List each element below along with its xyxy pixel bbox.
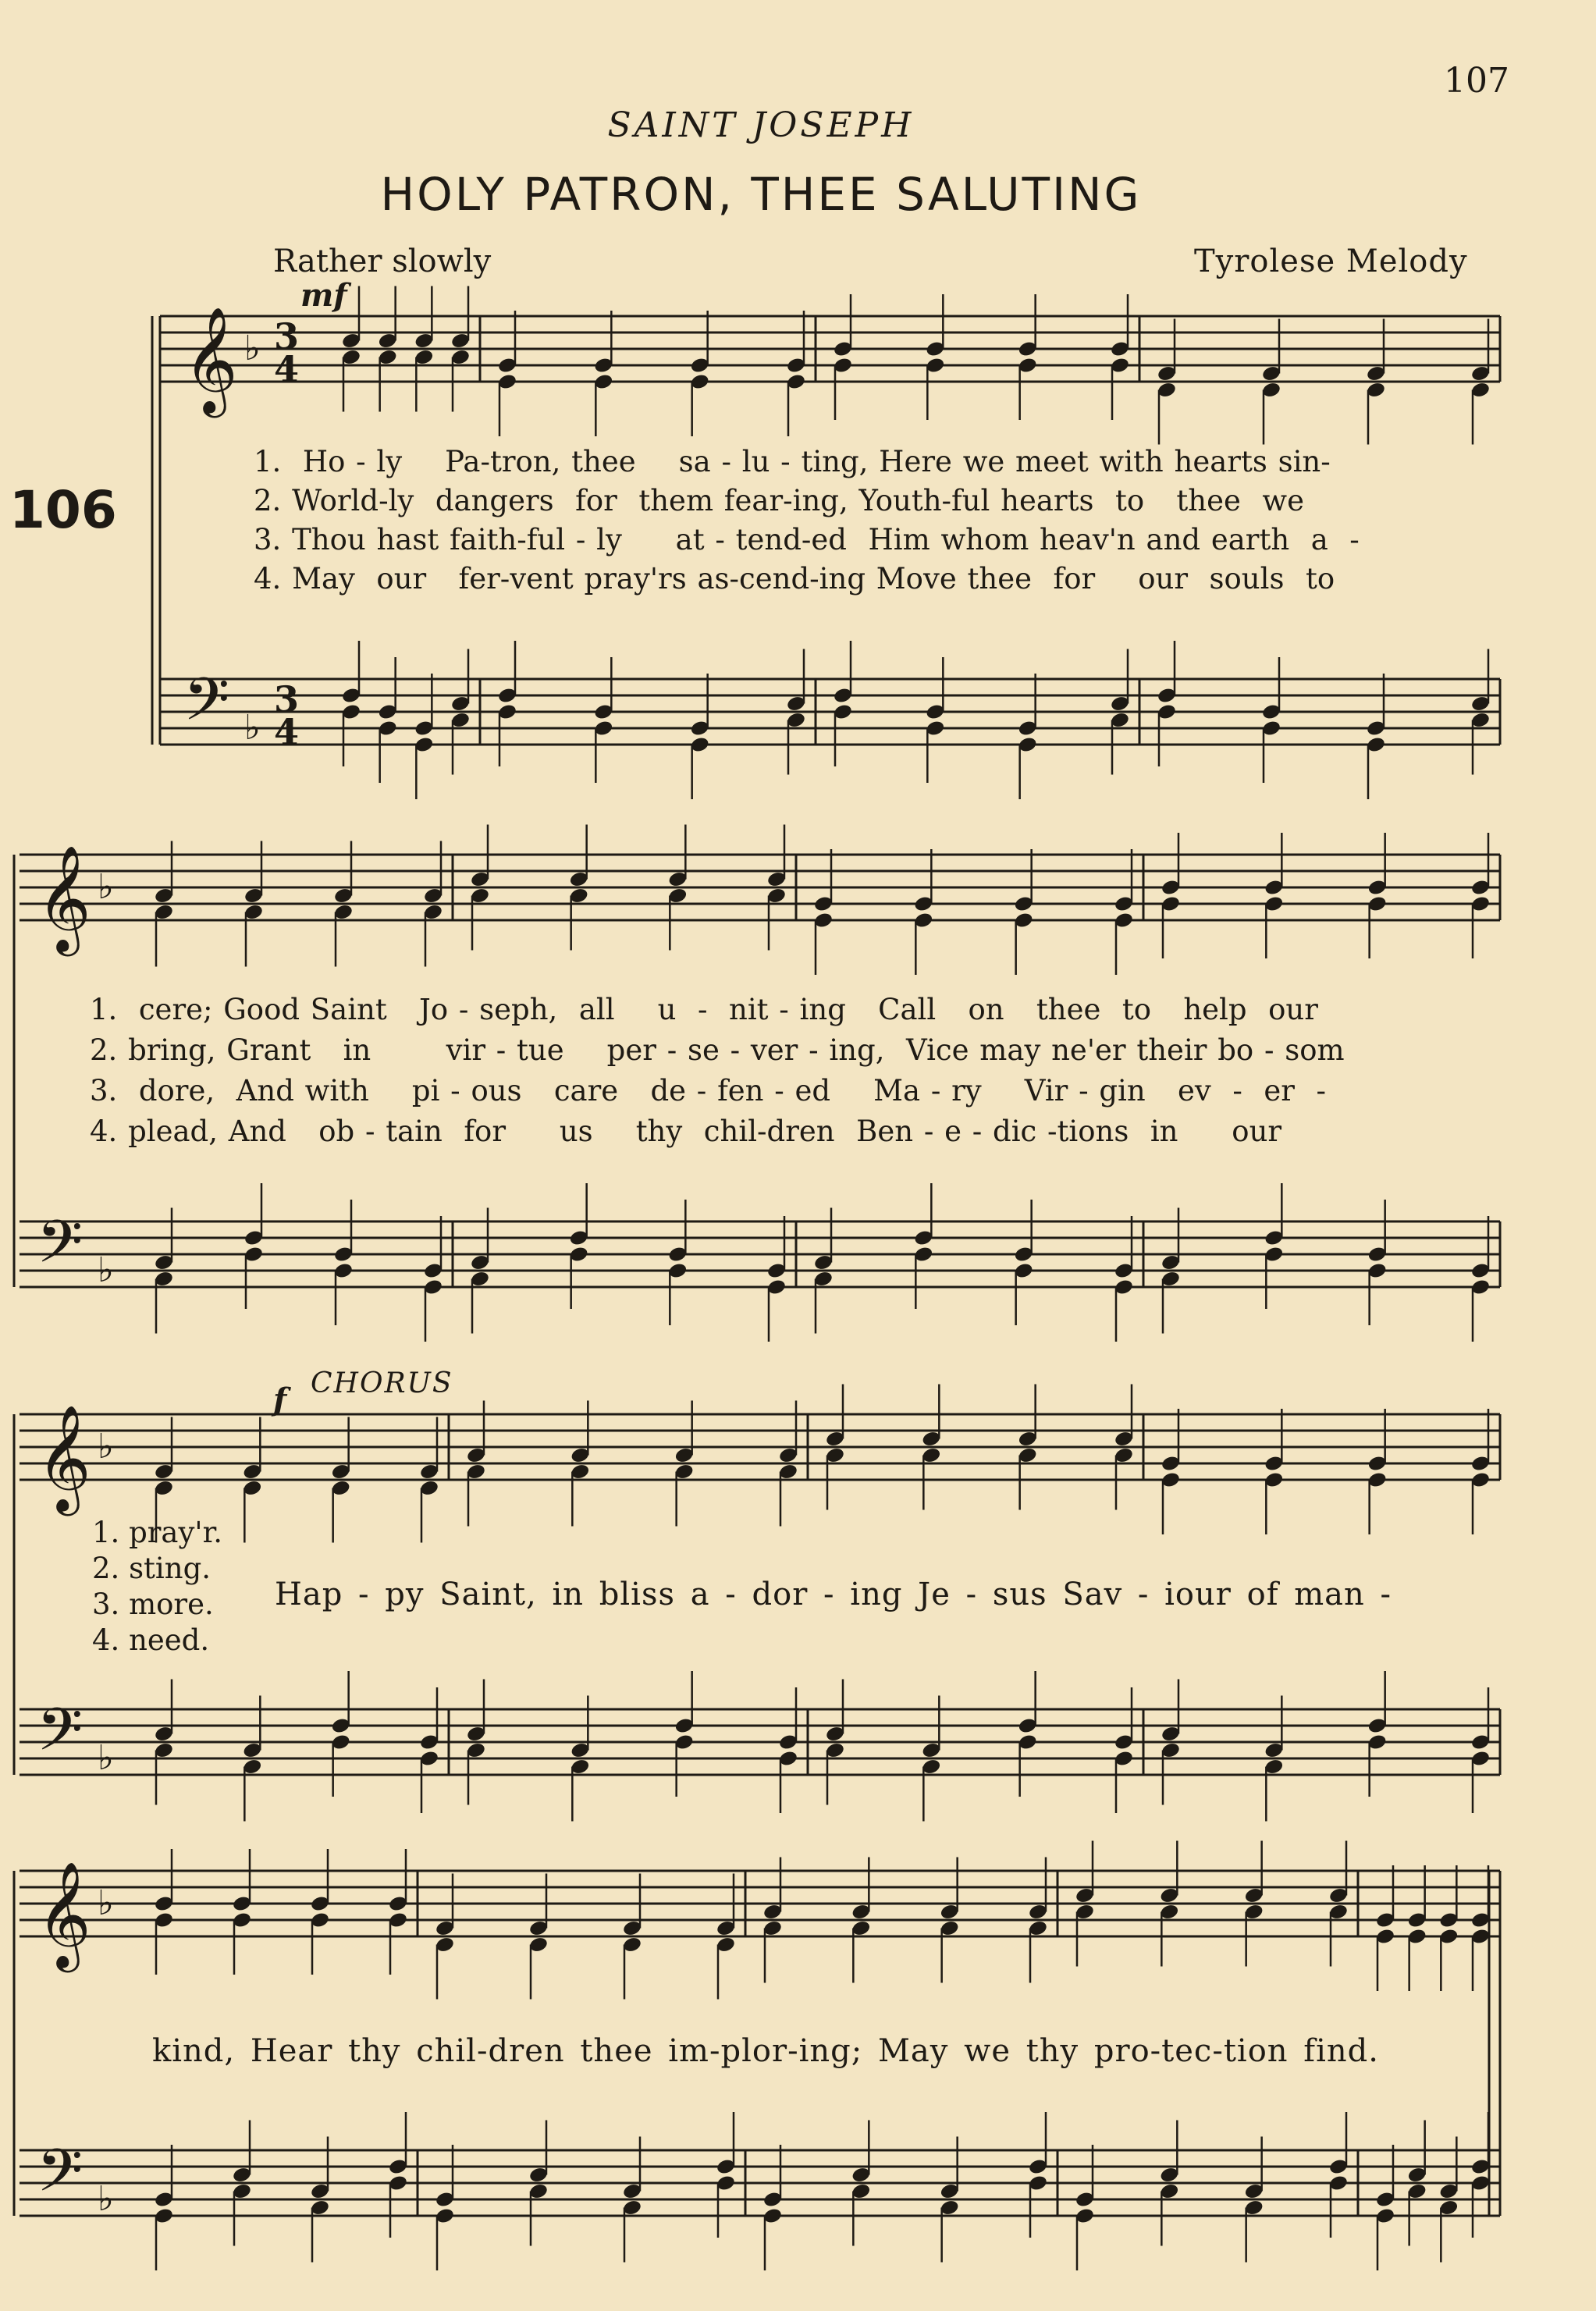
tempo-marking: Rather slowly xyxy=(273,244,492,279)
key-signature-flat: ♭ xyxy=(98,2179,114,2219)
key-signature-flat: ♭ xyxy=(98,1427,114,1467)
hymn-number: 106 xyxy=(9,480,117,540)
ending-verse-2: 2. sting. xyxy=(92,1552,211,1585)
ending-verse-3: 3. more. xyxy=(92,1587,214,1621)
verse-4-line-2: 4. plead, And ob - tain for us thy chil-dren Ben - e - dic -tions in our xyxy=(90,1115,1282,1148)
hymn-title: HOLY PATRON, THEE SALUTING xyxy=(380,168,1142,221)
chorus-lyrics-line-1: Hap - py Saint, in bliss a - dor - ing Je - sus Sav - iour of man - xyxy=(275,1577,1392,1612)
dynamic-mark-f: f xyxy=(273,1381,287,1418)
verse-3-line-2: 3. dore, And with pi - ous care de - fen - ed Ma - ry Vir - gin ev - er - xyxy=(90,1074,1326,1108)
key-signature-flat: ♭ xyxy=(98,867,114,907)
key-signature-flat: ♭ xyxy=(244,708,261,748)
dynamic-mark-mf: mf xyxy=(300,277,347,314)
key-signature-flat: ♭ xyxy=(98,1883,114,1923)
chorus-label: CHORUS xyxy=(311,1367,453,1399)
time-signature: 3 xyxy=(274,678,300,720)
composer-credit: Tyrolese Melody xyxy=(1194,244,1468,279)
key-signature-flat: ♭ xyxy=(98,1250,114,1290)
verse-2-line-1: 2. World-ly dangers for them fear-ing, Youth-ful hearts to thee we xyxy=(254,484,1305,517)
ending-verse-1: 1. pray'r. xyxy=(92,1516,222,1549)
time-signature: 3 xyxy=(274,315,300,357)
bass-clef: 𝄢 xyxy=(37,1695,84,1779)
ending-verse-4: 4. need. xyxy=(92,1623,210,1657)
time-signature: 4 xyxy=(274,711,300,753)
bass-clef: 𝄢 xyxy=(37,2136,84,2220)
bass-clef: 𝄢 xyxy=(183,665,230,748)
key-signature-flat: ♭ xyxy=(244,329,261,368)
key-signature-flat: ♭ xyxy=(98,1738,114,1778)
page-number: 107 xyxy=(1444,61,1509,101)
verse-3-line-1: 3. Thou hast faith-ful - ly at - tend-ed Him whom heav'n and earth a - xyxy=(254,523,1360,556)
treble-clef: 𝄞 xyxy=(37,1860,91,1968)
bass-clef: 𝄢 xyxy=(37,1207,84,1291)
treble-clef: 𝄞 xyxy=(37,1403,91,1511)
verse-1-line-1: 1. Ho - ly Pa-tron, thee sa - lu - ting, Here we meet with hearts sin- xyxy=(254,445,1331,478)
staff-lines xyxy=(14,316,1500,2216)
time-signature: 4 xyxy=(274,348,300,390)
section-title: SAINT JOSEPH xyxy=(607,105,915,145)
verse-1-line-2: 1. cere; Good Saint Jo - seph, all u - nit - ing Call on thee to help our xyxy=(90,993,1318,1026)
treble-clef: 𝄞 xyxy=(183,305,238,413)
treble-clef: 𝄞 xyxy=(37,844,91,951)
chorus-lyrics-line-2: kind, Hear thy chil-dren thee im-plor-ing; May we thy pro-tec-tion find. xyxy=(152,2033,1379,2069)
verse-4-line-1: 4. May our fer-vent pray'rs as-cend-ing Move thee for our souls to xyxy=(254,562,1335,596)
verse-2-line-2: 2. bring, Grant in vir - tue per - se - ver - ing, Vice may ne'er their bo - som xyxy=(90,1033,1345,1067)
